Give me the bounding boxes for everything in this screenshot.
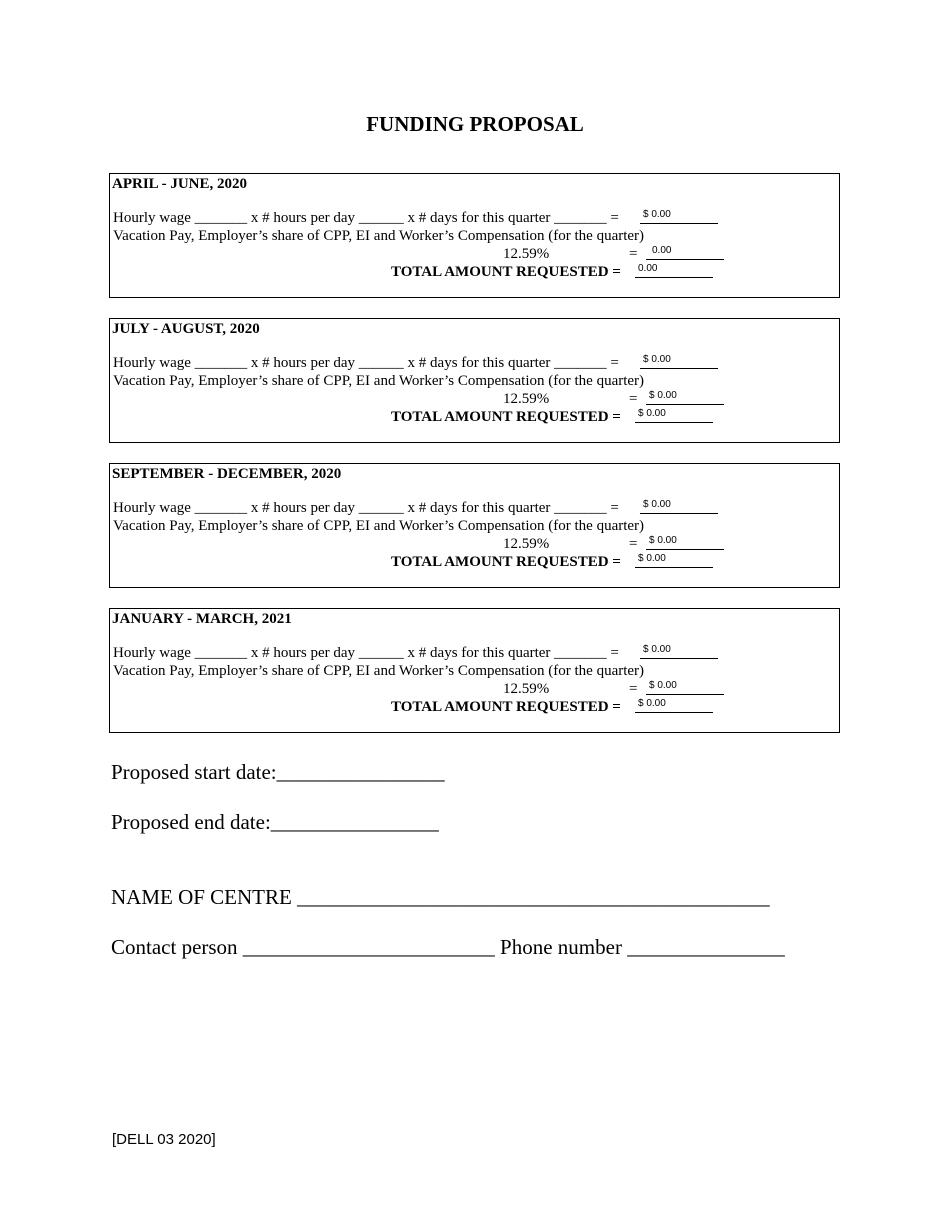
vacation-pay-line: Vacation Pay, Employer’s share of CPP, EI and Worker’s Compensation (for the quarter) <box>113 663 645 679</box>
subtotal-field[interactable]: $ 0.00 <box>640 498 718 514</box>
vacation-pay-line: Vacation Pay, Employer’s share of CPP, EI and Worker’s Compensation (for the quarter) <box>113 228 645 244</box>
equals-sign: = <box>629 681 638 697</box>
rate-percentage: 12.59% <box>503 681 550 697</box>
vacation-pay-field[interactable]: $ 0.00 <box>646 389 724 405</box>
document-footer: [DELL 03 2020] <box>112 1131 216 1148</box>
quarter-section-jul-aug <box>109 318 840 443</box>
equals-sign: = <box>629 536 638 552</box>
wage-calculation-line: Hourly wage _______ x # hours per day ______ x # days for this quarter _______ = <box>113 500 619 516</box>
vacation-pay-field[interactable]: $ 0.00 <box>646 679 724 695</box>
vacation-pay-line: Vacation Pay, Employer’s share of CPP, EI and Worker’s Compensation (for the quarter) <box>113 518 645 534</box>
quarter-heading: APRIL - JUNE, 2020 <box>112 176 248 192</box>
quarter-section-apr-jun <box>109 173 840 298</box>
wage-calculation-line: Hourly wage _______ x # hours per day ______ x # days for this quarter _______ = <box>113 645 619 661</box>
total-label: TOTAL AMOUNT REQUESTED = <box>391 554 621 570</box>
total-amount-field[interactable]: 0.00 <box>635 262 713 278</box>
centre-name-field[interactable]: NAME OF CENTRE _____________________________________________ <box>111 885 770 909</box>
contact-phone-line[interactable]: Contact person ________________________ Phone number _______________ <box>111 935 785 959</box>
quarter-section-jan-mar <box>109 608 840 733</box>
total-amount-field[interactable]: $ 0.00 <box>635 697 713 713</box>
proposed-end-date-field[interactable]: Proposed end date:________________ <box>111 810 439 834</box>
subtotal-field[interactable]: $ 0.00 <box>640 353 718 369</box>
quarter-heading: JANUARY - MARCH, 2021 <box>112 611 292 627</box>
proposed-start-date-field[interactable]: Proposed start date:________________ <box>111 760 445 784</box>
quarter-section-sep-dec <box>109 463 840 588</box>
subtotal-field[interactable]: $ 0.00 <box>640 643 718 659</box>
vacation-pay-field[interactable]: $ 0.00 <box>646 534 724 550</box>
vacation-pay-line: Vacation Pay, Employer’s share of CPP, EI and Worker’s Compensation (for the quarter) <box>113 373 645 389</box>
total-amount-field[interactable]: $ 0.00 <box>635 407 713 423</box>
quarter-heading: JULY - AUGUST, 2020 <box>112 321 260 337</box>
wage-calculation-line: Hourly wage _______ x # hours per day ______ x # days for this quarter _______ = <box>113 210 619 226</box>
total-label: TOTAL AMOUNT REQUESTED = <box>391 699 621 715</box>
page-title: FUNDING PROPOSAL <box>366 112 584 136</box>
equals-sign: = <box>629 246 638 262</box>
rate-percentage: 12.59% <box>503 391 550 407</box>
wage-calculation-line: Hourly wage _______ x # hours per day ______ x # days for this quarter _______ = <box>113 355 619 371</box>
subtotal-field[interactable]: $ 0.00 <box>640 208 718 224</box>
total-label: TOTAL AMOUNT REQUESTED = <box>391 409 621 425</box>
quarter-heading: SEPTEMBER - DECEMBER, 2020 <box>112 466 342 482</box>
vacation-pay-field[interactable]: 0.00 <box>646 244 724 260</box>
total-label: TOTAL AMOUNT REQUESTED = <box>391 264 621 280</box>
rate-percentage: 12.59% <box>503 536 550 552</box>
total-amount-field[interactable]: $ 0.00 <box>635 552 713 568</box>
equals-sign: = <box>629 391 638 407</box>
rate-percentage: 12.59% <box>503 246 550 262</box>
